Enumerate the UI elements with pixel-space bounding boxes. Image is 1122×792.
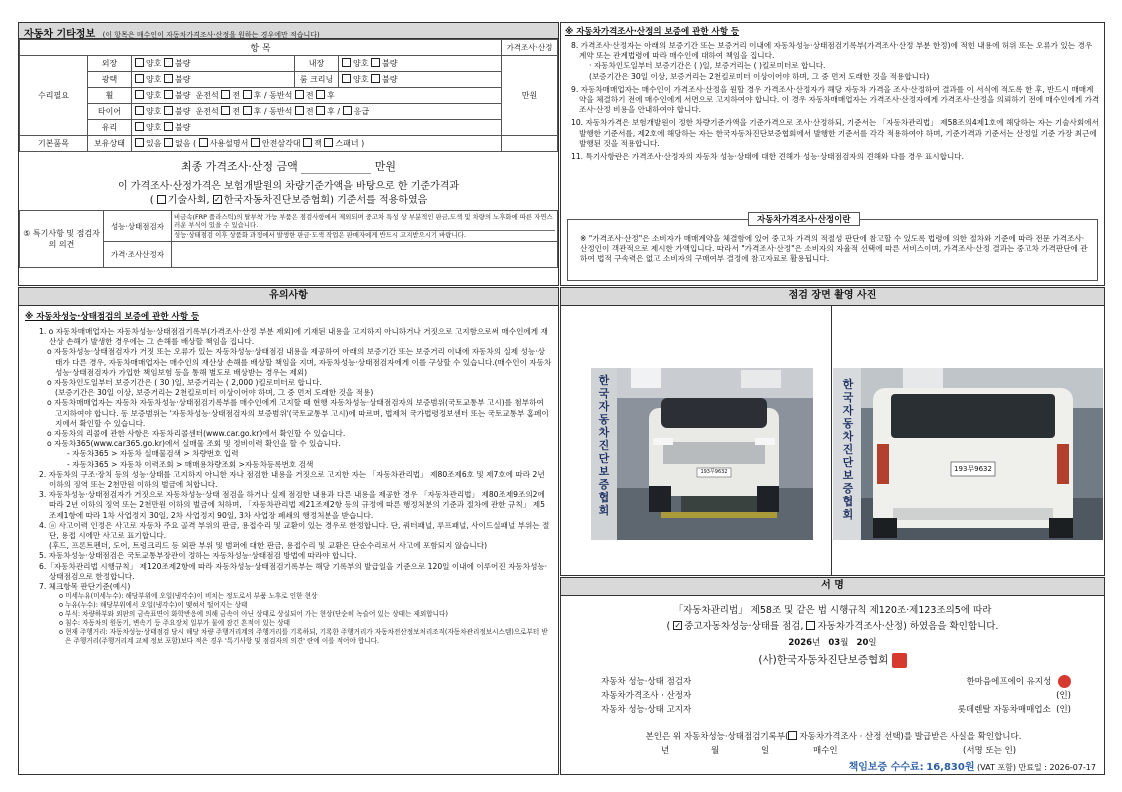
guarantee-item-8: 8. 가격조사·산정자는 아래의 보증기간 또는 보증거리 이내에 자동차성능·상태점검기록부(가격조사·산정 부분 한정)에 적힌 내용에 허위 또는 오류가 있는 경우 계약 또는 관계법령에 따라 매수인에 대하여 책임을 집니다.: [571, 41, 1093, 61]
room-cleaning-checks: [339, 72, 502, 88]
other-info-panel: [18, 22, 559, 286]
inspector-seal-icon: [1058, 675, 1071, 688]
glass-good-checkbox[interactable]: [135, 122, 144, 131]
basis-line1: 이 가격조사·산정가격은 보험개발원의 차량기준가액을 바탕으로 한 기준가격과: [117, 181, 460, 192]
caution-l6b: - 자동차365 > 자동차 이력조회 > 매매용차량조회 >자동차등록번호 검색: [67, 459, 314, 469]
exterior-label: 외장: [88, 56, 132, 72]
wheel-passenger-rear-checkbox[interactable]: [316, 90, 325, 99]
repair-price-unit: 만원: [502, 56, 558, 136]
basis-text: [19, 180, 558, 208]
org-seal-icon: [892, 653, 907, 668]
gloss-good-checkbox[interactable]: [135, 74, 144, 83]
rear-plate-text: 193무9632: [954, 465, 992, 473]
fee-vat: (VAT 포함): [977, 763, 1016, 772]
opt-front: 전: [305, 107, 314, 116]
caution-l12: 7. 체크항목 판단기준(예시): [39, 582, 131, 592]
front-photo-banner: 한국자동차진단보증협회: [598, 374, 610, 517]
buyer-day-label: 일: [761, 746, 770, 756]
caution-l1: 1. o 자동차매매업자는 자동차성능·상태점검기록부(가격조사·산정 부분 제외)에 기재된 내용을 고지하지 아니하거나 거짓으로 고지함으로써 매수인에게 재산상 손해가 발생한 경우에는 그 손해를 배상할 책임을 집니다.: [39, 327, 548, 347]
sign-row2-label: 자동차가격조사 · 산정자: [601, 691, 692, 701]
caution-l5: o 자동차의 리콜에 관한 사항은 자동차리콜센터(www.car.go.kr)에서 확인할 수 있습니다.: [47, 429, 346, 439]
sign-org-row: [561, 652, 1104, 668]
buyer-label: 매수인: [813, 746, 838, 756]
glass-label: 유리: [88, 120, 132, 136]
guarantee-item-10: 10. 자동차가격은 보험개발원이 정한 차량기준가액을 기준가격으로 조사·산정하되, 기준서는 「자동차관리법」 제58조의4제1호에 해당하는 자는 기술사회에서 발행한 기준서를, 제2호에 해당하는 자는 한국자동차진단보증협회에서 발행한 기준서를 각각 적용하여야 하며, 기준가격과 기준서는 산정일 기준 가장 최근에 발행된 것을 적용합니다.: [571, 118, 1099, 148]
wheel-driver-front-checkbox[interactable]: [221, 90, 230, 99]
photo-panel: [560, 287, 1105, 576]
opt-rear: 후: [253, 91, 262, 100]
fee-value: 16,830원: [926, 762, 975, 773]
definition-text: ※ "가격조사·산정"은 소비자가 매매계약을 체결함에 있어 중고차 가격의 적절성 판단에 참고할 수 있도록 법령에 의한 절차와 기준에 따라 전문 가격조사·산정인이 객관적으로 제시한 가액입니다. 따라서 "가격조사·산정"은 소비자의 자율적 선택에 따른 서비스이며, 가격조사·산정 결과는 중고차 가격판단에 관하여 법적 구속력은 없고 소비자의 구매여부 결정에 참고자료로 활용됩니다.: [580, 234, 1088, 264]
caution-s5: o 현재 주행거리: 자동차성능·상태점검 당시 해당 차량 주행거리계의 주행거리를 기록하되, 기록한 주행거리가 자동차전산정보처리조직(자동차관리정보시스템)으로부터 받은 주행거리(주행거리계 교체 정보 포함)보다 적은 경우 '특기사항 및 점검자의 의견' 란에 이를 적어야 합니다.: [59, 628, 548, 646]
caution-l9: 4. ⓐ 사고이력 인정은 사고로 자동차 주요 골격 부위의 판금, 용접수리 및 교환이 있는 경우로 한정합니다. 단, 쿼터패널, 루프패널, 사이드실패널 부위는 절단, 용접 시에만 사고로 표기합니다.: [39, 520, 550, 541]
caution-s2: o 누유(누수): 해당부위에서 오일(냉각수)이 맺혀서 떨어지는 상태: [59, 601, 248, 610]
price-header: 가격조사·산정: [502, 40, 558, 56]
inspector-note: [172, 211, 558, 242]
passenger-seat-label: / 동반석: [263, 91, 293, 100]
sign-check-b-label: 자동차가격조사·산정) 하였음을 확인합니다.: [817, 621, 999, 632]
opt-rear: 후: [327, 91, 335, 100]
final-price-row: [19, 158, 558, 174]
opt-bad: 불량: [175, 91, 191, 100]
sign-row3-seal: (인): [1056, 705, 1071, 715]
sign-year-unit: 년: [812, 638, 821, 648]
wheel-good-checkbox[interactable]: [135, 90, 144, 99]
opt-good: 양호: [146, 91, 162, 100]
basic-close: ): [361, 139, 365, 148]
sign-row1-value: 한마음에프에이 유지성: [966, 677, 1052, 687]
other-info-title: 자동차 기타정보: [24, 29, 96, 40]
signature-panel: [560, 577, 1105, 775]
definition-title: 자동차가격조사·산정이란: [748, 212, 860, 226]
opt-good: 양호: [146, 75, 162, 84]
caution-s4: o 침수: 자동차의 원동기, 변속기 등 주요장치 일부가 물에 잠긴 흔적이 있는 상태: [59, 619, 290, 628]
tire-checks: 양호 불량 운전석 전 후 / 동반석 전 후 / 응급: [132, 104, 502, 120]
price-person-label: 가격·조사산정자: [104, 242, 172, 268]
signature-title: 서 명: [561, 578, 1104, 596]
other-info-header: [19, 23, 558, 39]
passenger-seat-label: / 동반석: [263, 107, 293, 116]
caution-panel: [18, 287, 559, 775]
room-cleaning-label: 룸 크리닝: [295, 72, 339, 88]
driver-seat-label: 운전석: [195, 107, 219, 116]
sign-row-2: [601, 689, 1071, 703]
definition-box: [567, 215, 1098, 281]
basic-item-spanner: 스패너: [335, 139, 359, 148]
front-car-image: [591, 368, 813, 540]
sign-row3-label: 자동차 성능·상태 고지자: [601, 705, 692, 715]
final-price-unit: 만원: [374, 160, 396, 173]
opt-bad: 불량: [175, 59, 191, 68]
wheel-checks: [132, 88, 502, 104]
basic-label: 기본품목: [20, 136, 88, 152]
caution-s3: o 부식: 차량하부와 외판의 금속표면이 화학반응에 의해 금속이 아닌 상태로 상실되어 가는 현상(단순히 녹슬어 있는 상태는 제외합니다): [59, 610, 448, 619]
fee-row: [849, 758, 1096, 773]
basic-checks: [132, 136, 502, 152]
room-bad-checkbox[interactable]: [371, 74, 380, 83]
basic-price-cell: [502, 136, 558, 152]
tire-bad-checkbox[interactable]: [164, 106, 173, 115]
wheel-bad-checkbox[interactable]: [164, 90, 173, 99]
expiry-date: 만료일 : 2026-07-17: [1018, 763, 1096, 772]
sign-row4-checkbox[interactable]: [788, 731, 797, 740]
sign-row1-right: [966, 675, 1071, 689]
front-plate-text: 193무9632: [700, 469, 728, 475]
sign-row2-value: (인): [1056, 691, 1071, 701]
basic-item-triangle: 안전삼각대: [261, 139, 301, 148]
caution-l10: 5. 자동차성능·상태점검은 국토교통부장관이 정하는 자동차성능·상태점검 방법에 따라야 합니다.: [39, 551, 357, 561]
final-price-label: 최종 가격조사·산정 금액: [180, 160, 298, 173]
other-info-table: [19, 39, 558, 152]
sign-day-unit: 일: [868, 638, 877, 648]
basis-b-label: 한국자동차진단보증협회: [223, 195, 331, 206]
basic-open: (: [193, 139, 197, 148]
sign-law: 「자동차관리법」 제58조 및 같은 법 시행규칙 제120조·제123조의5에 따라: [673, 605, 992, 616]
tire-driver-front-checkbox[interactable]: [221, 106, 230, 115]
sign-row4-mid: 자동차가격조사 · 산정 선택)를 발급받은 사실을 확인합니다.: [799, 732, 1022, 742]
buyer-year-label: 년: [661, 746, 670, 756]
inspector-text: 비금속(FRP 플라스틱)의 탈부착 가능 부품은 점검사항에서 제외되며 중고차 특성 상 부분적인 판금,도색 및 차량의 노후화에 따른 자연스러운 부식이 있을 수 있습니다.: [174, 213, 553, 229]
basis-c-label: ) 기준서를 적용하였음: [330, 195, 428, 206]
repair-label: 수리필요: [20, 56, 88, 136]
caution-l3: o 자동차인도일부터 보증기간은 ( 30 )일, 보증거리는 ( 2,000 )킬로미터로 합니다.: [47, 378, 322, 388]
interior-label: 내장: [295, 56, 339, 72]
fee-label: 책임보증 수수료:: [848, 762, 924, 773]
opt-front: 전: [232, 107, 241, 116]
rear-photo-banner: 한국자동차진단보증협회: [842, 378, 854, 521]
front-photo: [591, 368, 813, 540]
tire-emergency-checkbox[interactable]: [343, 106, 352, 115]
triangle-checkbox[interactable]: [251, 138, 260, 147]
opt-emergency: 응급: [353, 107, 370, 116]
tire-label: 타이어: [88, 104, 132, 120]
price-person-field[interactable]: [172, 242, 558, 268]
price-guarantee-title: ※ 자동차가격조사·산정의 보증에 관한 사항 등: [565, 27, 740, 37]
exterior-good-checkbox[interactable]: [135, 58, 144, 67]
photo-divider: [831, 306, 832, 575]
opt-good: 양호: [146, 107, 162, 116]
basis-a-label: 기술사회,: [167, 195, 210, 206]
opt-none: 없음: [175, 139, 191, 148]
opt-front: 전: [305, 91, 314, 100]
opt-good: 양호: [353, 59, 369, 68]
basic-item-jack: 잭: [314, 139, 322, 148]
opt-bad: 불량: [175, 75, 191, 84]
tire-driver-rear-checkbox[interactable]: [243, 106, 252, 115]
guarantee-item-8b: (보증기간은 30일 이상, 보증거리는 2천킬로미터 이상이어야 하며, 그 중 먼저 도래한 것을 적용합니다): [589, 71, 930, 81]
sign-check-b-checkbox[interactable]: [806, 621, 815, 630]
opt-front: 전: [232, 91, 241, 100]
basis-a-checkbox[interactable]: [157, 195, 166, 204]
guarantee-item-8a: · 자동차인도일부터 보증기간은 ( )일, 보증거리는 ( )킬로미터로 합니다.: [589, 61, 826, 71]
rear-photo: [833, 368, 1103, 540]
guarantee-item-9: 9. 자동차매매업자는 매수인이 가격조사·산정을 원할 경우 가격조사·산정자가 해당 자동차 가격을 조사·산정하여 결과를 이 서식에 적도록 한 후, 반드시 매매계약을 체결하기 전에 매수인에게 서면으로 고지하여야 합니다. 이 경우 자동차매매업자는 가격조사·산정자에게 가격조사·산정을 의뢰하기 전에 매수인에게 가격조사·산정 비용을 안내하여야 합니다.: [571, 84, 1100, 115]
opt-good: 양호: [146, 123, 162, 132]
caution-l2: o 자동차성능·상태점검자가 거짓 또는 오류가 있는 자동차성능·상태점검 내용을 제공하여 아래의 보증기간 또는 보증거리 이내에 자동차의 실제 성능·상태가 다른 경우, 자동차매매업자는 매수인의 재산상 손해를 배상할 책임을 지며, 자동차성능·상태점검자에게 이를 구상할 수 있습니다.(매수인이 자동차성능·상태점검자가 가입한 책임보험 등을 통해 별도로 배상받는 경우는 제외): [47, 347, 552, 377]
rear-car-image: [833, 368, 1103, 540]
caution-subtitle: ※ 자동차성능·상태점검의 보증에 관한 사항 등: [25, 312, 200, 322]
sign-row-3: [601, 703, 1071, 717]
wheel-driver-rear-checkbox[interactable]: [243, 90, 252, 99]
inspector-label: 성능·상태점검자: [104, 211, 172, 242]
possession-label: 보유상태: [88, 136, 132, 152]
basic-have-checkbox[interactable]: [135, 138, 144, 147]
driver-seat-label: 운전석: [195, 91, 219, 100]
sign-row-4: [581, 730, 1086, 742]
sign-rows: [601, 675, 1071, 717]
inspector-text2: 성능·상태점검 이후 상품화 과정에서 발생한 판금·도색 작업은 판매자에게 반드시 고지받으시기 바랍니다.: [174, 230, 555, 239]
caution-s1: o 미세누유(미세누수): 해당부위에 오일(냉각수)이 비치는 정도로서 부품 노후로 인한 현상: [59, 592, 318, 601]
price-guarantee-panel: [560, 22, 1105, 286]
sign-month-unit: 월: [840, 638, 849, 648]
interior-checks: [339, 56, 502, 72]
spanner-checkbox[interactable]: [324, 138, 333, 147]
glass-checks: [132, 120, 502, 136]
interior-bad-checkbox[interactable]: [371, 58, 380, 67]
sign-year: 2026: [788, 638, 813, 648]
opt-good: 양호: [353, 75, 369, 84]
caution-l4: o 자동차매매업자는 자동차 자동차성능·상태점검기록부를 매수인에게 고지할 때 현행 자동차성능·상태점검자의 보증범위(국토교통부 고시)를 첨부하여 고지하여야 합니다. 동 보증범위는 '자동차성능·상태점검자의 보증범위'(국토교통부 고시)에 따르며, 법제처 국가법령정보센터 또는 국토교통부 홈페이지에서 확인할 수 있습니다.: [47, 398, 549, 428]
tire-good-checkbox[interactable]: [135, 106, 144, 115]
caution-body: [19, 306, 558, 650]
sign-row-1: [601, 675, 1071, 689]
item-header: 항 목: [20, 40, 502, 56]
gloss-bad-checkbox[interactable]: [164, 74, 173, 83]
final-price-field[interactable]: [301, 160, 371, 174]
opt-bad: 불량: [175, 123, 191, 132]
special-table: [19, 210, 558, 268]
tire-passenger-rear-checkbox[interactable]: [316, 106, 325, 115]
opt-bad: 불량: [382, 59, 398, 68]
caution-title: 유의사항: [19, 288, 558, 306]
buyer-sign-label: (서명 또는 인): [963, 746, 1017, 756]
photo-title: 점검 장면 촬영 사진: [561, 288, 1104, 306]
sign-row-5: [661, 744, 1091, 756]
opt-have: 있음: [146, 139, 162, 148]
caution-l6: o 자동차365(www.car365.go.kr)에서 실매물 조회 및 정비이력 확인을 할 수 있습니다.: [47, 439, 341, 449]
sign-check-line: [561, 618, 1104, 632]
caution-l8: 3. 자동차성능·상태점검자가 거짓으로 자동차성능·상태 점검을 하거나 실제 점검한 내용과 다른 내용을 제공한 경우 「자동차관리법」 제80조제9조의2에 따라 2년 이하의 징역 또는 2천만원 이하의 벌금에 처하며, 「자동차관리법 제21조제2항 등의 규정에 따른 행정처분의 기준과 절차에 관한 규칙」 제5조제1항에 따라 1차 사업정지 30일, 2차 사업정지 90일, 3차 사업장 폐쇄의 행정처분을 받습니다.: [39, 490, 545, 520]
basis-b-checkbox[interactable]: ✓: [213, 194, 221, 204]
sign-month: 03: [828, 638, 841, 648]
opt-rear: 후: [253, 107, 262, 116]
other-info-note: (이 항목은 매수인이 자동차가격조사·산정을 원하는 경우에만 적습니다): [102, 31, 320, 39]
wheel-label: 휠: [88, 88, 132, 104]
opt-good: 양호: [146, 59, 162, 68]
opt-rear: 후: [327, 107, 335, 116]
buyer-month-label: 월: [711, 746, 720, 756]
sign-day: 20: [856, 638, 869, 648]
exterior-bad-checkbox[interactable]: [164, 58, 173, 67]
interior-good-checkbox[interactable]: [342, 58, 351, 67]
sign-row1-label: 자동차 성능·상태 점검자: [601, 677, 692, 687]
basic-item-manual: 사용설명서: [209, 139, 249, 148]
caution-l11: 6.「자동차관리법 시행규칙」 제120조제2항에 따라 자동차성능·상태점검기록부는 해당 기록부의 발급일을 기준으로 120일 이내에 이루어진 자동차성능·상태점검으로 한정합니다.: [39, 561, 548, 581]
caution-l9b: (후드, 프론트펜더, 도어, 트렁크리드 등 외판 부위 및 범퍼에 대한 판금, 용접수리 및 교환은 단순수리로서 사고에 포함되지 않습니다): [49, 541, 488, 551]
basic-none-checkbox[interactable]: [164, 138, 173, 147]
caution-l3b: (보증기간은 30일 이상, 보증거리는 2천킬로미터 이상이어야 하며, 그 중 먼저 도래한 것을 적용): [55, 388, 374, 398]
exterior-checks: [132, 56, 295, 72]
jack-checkbox[interactable]: [303, 138, 312, 147]
gloss-checks: [132, 72, 295, 88]
manual-checkbox[interactable]: [199, 138, 208, 147]
sign-check-open: (: [666, 621, 671, 632]
glass-bad-checkbox[interactable]: [164, 122, 173, 131]
sign-org: (사)한국자동차진단보증협회: [758, 654, 889, 666]
room-good-checkbox[interactable]: [342, 74, 351, 83]
sign-check-a-label: 중고자동차성능·상태를 점검,: [684, 621, 804, 632]
basis-line2: ( 기술사회, ✓ 한국자동차진단보증협회) 기준서를 적용하였음: [149, 194, 428, 206]
sign-row3-value: 롯데렌탈 자동차매매업소: [957, 705, 1051, 715]
sign-row3-right: [958, 703, 1071, 717]
caution-l7: 2. 자동차의 구조·장치 등의 성능·상태를 고지하지 아니한 자나 점검한 내용을 거짓으로 고지한 자는 「자동차관리법」 제80조제6호 및 제7호에 따라 2년 이하의 징역 또는 2천만원 이하의 벌금에 처합니다.: [39, 469, 545, 490]
caution-l6a: - 자동차365 > 자동차 실매물검색 > 차량번호 입력: [67, 449, 239, 459]
special-label: ⑤ 특기사항 및 점검자의 의견: [20, 211, 104, 268]
wheel-passenger-front-checkbox[interactable]: [295, 90, 304, 99]
opt-bad: 불량: [175, 107, 191, 116]
tire-passenger-front-checkbox[interactable]: [295, 106, 304, 115]
sign-row4-label: 본인은 위 자동차성능·상태점검기록부(: [645, 732, 789, 742]
opt-bad: 불량: [382, 75, 398, 84]
sign-check-a-checkbox[interactable]: ✓: [674, 621, 682, 630]
sign-date: [561, 636, 1104, 648]
gloss-label: 광택: [88, 72, 132, 88]
guarantee-item-11: 11. 특기사항란은 가격조사·산정자의 자동차 성능·상태에 대한 견해가 성능·상태점검자의 견해와 다를 경우 표시합니다.: [571, 152, 965, 162]
